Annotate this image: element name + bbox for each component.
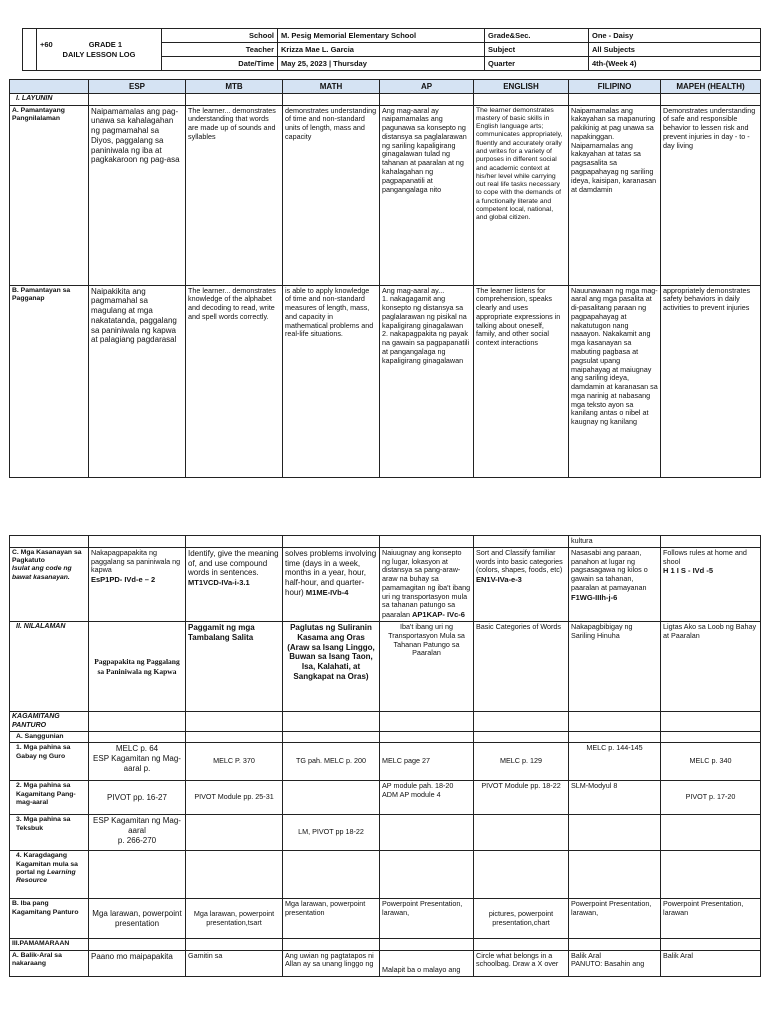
cell-r1-math: TG pah. MELC p. 200 — [283, 743, 380, 781]
cell-c-esp: Nakapagpapakita ng paggalang sa paniniwala ng kapwa EsP1PD- IVd-e – 2 — [89, 547, 186, 621]
cell-a-filipino: Naipamamalas ang kakayahan sa mapanuring pakikinig at pag unawa sa napakinggan. Naipamamalas ang kakayahan at tatas sa pagsasalita sa pagpapahayag ng sariling ideya, kaisipan, karanasan at damdamin — [569, 105, 661, 285]
cell-r1-esp: MELC p. 64 ESP Kagamitan ng Mag-aaral p. — [89, 743, 186, 781]
code-esp: EsP1PD- IVd-e – 2 — [91, 575, 156, 585]
row-iba-pang-kagamitan — [10, 899, 761, 939]
date-value: May 25, 2023 | Thursday — [278, 57, 485, 71]
cell-a-mapeh: Demonstrates understanding of safe and responsible behavior to lessen risk and prevent injuries in day - to - day living — [661, 105, 761, 285]
column-header-ap: AP — [380, 80, 474, 94]
teacher-label: Teacher — [162, 43, 278, 57]
cell-r3-mtb — [186, 815, 283, 851]
cell-nil-math: Paglutas ng Suliranin Kasama ang Oras (Araw sa Isang Linggo, Buwan sa Isang Taon, Isa, Kalahati, at Sangkapat na Oras) — [283, 622, 380, 712]
cell-a3-esp: Paano mo maipapakita — [89, 950, 186, 976]
row-karagdagang-kagamitan — [10, 851, 761, 899]
cell-r2-mapeh: PIVOT p. 17-20 — [661, 781, 761, 815]
header-table — [22, 28, 761, 71]
code-ap: AP1KAP- IVc-6 — [411, 610, 465, 620]
cell-a3-english: Circle what belongs in a schoolbag. Draw a X over — [474, 950, 569, 976]
learning-resource-label: Learning Resource — [16, 868, 76, 885]
gradesec-value: One - Daisy — [589, 29, 761, 43]
cell-c-math: solves problems involving time (days in a week, months in a year, hour, half-hour, and quarter-hour) M1ME-IVb-4 — [283, 547, 380, 621]
cell-a3-math: Ang uwian ng pagtatapos ni Allan ay sa unang linggo ng — [283, 950, 380, 976]
row-pamantayan-sa-pagganap — [10, 285, 761, 477]
header-code: +60 — [40, 40, 53, 50]
column-header-mapeh: MAPEH (HEALTH) — [661, 80, 761, 94]
header-grade-cell — [37, 29, 162, 71]
teacher-value: Krizza Mae L. Garcia — [278, 43, 485, 57]
cell-r2-math — [283, 781, 380, 815]
lesson-table-page2 — [9, 535, 761, 977]
header-left-blank — [23, 29, 37, 71]
cell-r1-mtb: MELC P. 370 — [186, 743, 283, 781]
cell-a-english: The learner demonstrates mastery of basic skills in English language arts; communicates appropriately, fluently and accurately orally and writes for a variety of purposes in different social and academic context at his/her level while carrying out real life tasks necessary to cope with the demands of a functionally literate and competent local, national, and global citizen. — [474, 105, 569, 285]
section-nilalaman: II. NILALAMAN — [10, 622, 89, 712]
row-label-b2: B. Iba pang Kagamitang Panturo — [10, 899, 89, 939]
cell-r1-english: MELC p. 129 — [474, 743, 569, 781]
row-pamantayang-pangnilalaman — [10, 105, 761, 285]
cell-r2-english: PIVOT Module pp. 18-22 — [474, 781, 569, 815]
row-label-c-note: Isulat ang code ng bawat kasanayan. — [12, 565, 72, 581]
cell-nil-english: Basic Categories of Words — [474, 622, 569, 712]
cell-c-english: Sort and Classify familiar words into basic categories (colors, shapes, foods, etc) EN1V-IVa-e-3 — [474, 547, 569, 621]
cell-b2-math: Mga larawan, powerpoint presentation — [283, 899, 380, 939]
subject-label: Subject — [485, 43, 589, 57]
column-header-math: MATH — [283, 80, 380, 94]
date-label: Date/Time — [162, 57, 278, 71]
cell-r2-esp: PIVOT pp. 16-27 — [89, 781, 186, 815]
cell-b2-esp: Mga larawan, powerpoint presentation — [89, 899, 186, 939]
row-label-c: C. Mga Kasanayan sa Pagkatuto Isulat ang code ng bawat kasanayan. — [10, 547, 89, 621]
cell-nil-filipino: Nakapagbibigay ng Sariling Hinuha — [569, 622, 661, 712]
section-sanggunian: A. Sanggunian — [10, 732, 89, 743]
cell-b2-mtb: Mga larawan, powerpoint presentation,tsart — [186, 899, 283, 939]
cell-b2-filipino: Powerpoint Presentation, larawan, — [569, 899, 661, 939]
cell-r3-english — [474, 815, 569, 851]
row-kagamitang-mag-aaral — [10, 781, 761, 815]
cell-filipino-continuation: kultura — [569, 536, 661, 548]
subject-value: All Subjects — [589, 43, 761, 57]
column-header-mtb: MTB — [186, 80, 283, 94]
section-pamamaraan: III.PAMAMARAAN — [10, 939, 89, 950]
cell-c-mapeh: Follows rules at home and shool H 1 I S - IVd -5 — [661, 547, 761, 621]
row-kasanayan — [10, 547, 761, 621]
school-label: School — [162, 29, 278, 43]
column-header-blank — [10, 80, 89, 94]
cell-b-mtb: The learner... demonstrates knowledge of the alphabet and decoding to read, write and spell words correctly. — [186, 285, 283, 477]
quarter-value: 4th-(Week 4) — [589, 57, 761, 71]
cell-r3-mapeh — [661, 815, 761, 851]
log-title: DAILY LESSON LOG — [62, 49, 136, 59]
grade-label: GRADE 1 — [88, 40, 123, 50]
cell-nil-mapeh: Ligtas Ako sa Loob ng Bahay at Paaralan — [661, 622, 761, 712]
column-header-row — [10, 80, 761, 94]
code-filipino: F1WG-IIIh-j-6 — [571, 592, 618, 602]
cell-r3-filipino — [569, 815, 661, 851]
row-label-r2: 2. Mga pahina sa Kagamitang Pang-mag-aaral — [10, 781, 89, 815]
cell-r2-filipino: SLM-Modyul 8 — [569, 781, 661, 815]
row-label-b: B. Pamantayan sa Pagganap — [10, 285, 89, 477]
code-mapeh: H 1 I S - IVd -5 — [663, 566, 714, 576]
row-label-a3: A. Balik-Aral sa nakaraang — [10, 950, 89, 976]
row-label-r4: 4. Karagdagang Kagamitan mula sa portal ng Learning Resource — [10, 851, 89, 899]
cell-r2-mtb: PIVOT Module pp. 25-31 — [186, 781, 283, 815]
column-header-english: ENGLISH — [474, 80, 569, 94]
row-label-a: A. Pamantayang Pangnilalaman — [10, 105, 89, 285]
row-gabay-guro — [10, 743, 761, 781]
cell-c-mtb: Identify, give the meaning of, and use compound words in sentences. MT1VCD-IVa-i-3.1 — [186, 547, 283, 621]
cell-a3-ap: Malapit ba o malayo ang — [380, 950, 474, 976]
row-label-r3: 3. Mga pahina sa Teksbuk — [10, 815, 89, 851]
cell-b2-english: pictures, powerpoint presentation,chart — [474, 899, 569, 939]
gradesec-label: Grade&Sec. — [485, 29, 589, 43]
cell-b-mapeh: appropriately demonstrates safety behaviors in daily activities to prevent injuries — [661, 285, 761, 477]
cell-c-filipino: Nasasabi ang paraan, panahon at lugar ng pagsasagawa ng kilos o gawain sa tahanan, paaralan at pamayanan F1WG-IIIh-j-6 — [569, 547, 661, 621]
school-value: M. Pesig Memorial Elementary School — [278, 29, 485, 43]
row-teksbuk — [10, 815, 761, 851]
cell-r1-filipino: MELC p. 144-145 — [569, 743, 661, 781]
section-layunin: I. LAYUNIN — [10, 94, 89, 106]
code-math: M1ME-IVb-4 — [305, 587, 349, 597]
cell-a3-mtb: Gamitin sa — [186, 950, 283, 976]
cell-a-esp: Naipamamalas ang pag-unawa sa kahalagahan ng pagmamahal sa Diyos, paggalang sa paniniwala ng iba at pagkakaroon ng pag-asa — [89, 105, 186, 285]
row-balik-aral — [10, 950, 761, 976]
cell-r2-ap: AP module pah. 18-20 ADM AP module 4 — [380, 781, 474, 815]
lesson-table-page1 — [9, 79, 761, 478]
cell-r1-ap: MELC page 27 — [380, 743, 474, 781]
cell-r3-ap — [380, 815, 474, 851]
row-label-r1: 1. Mga pahina sa Gabay ng Guro — [10, 743, 89, 781]
cell-b-ap: Ang mag-aaral ay... 1. nakagagamit ang konsepto ng distansya sa paglalarawan ng pisikal na kapaligirang ginagalawan 2. nakapagpakita ng payak na gawain sa pagpapanatili at pangangalaga ng kapaligirang ginagalawan — [380, 285, 474, 477]
column-header-esp: ESP — [89, 80, 186, 94]
cell-a-ap: Ang mag-aaral ay naipamamalas ang pagunawa sa konsepto ng distansya sa paglalarawan ng sariling kapaligirang ginagalawan tulad ng tahanan at paaralan at ng kahalagahan ng pagpapanatili at pangangalaga nito — [380, 105, 474, 285]
cell-nil-mtb: Paggamit ng mga Tambalang Salita — [186, 622, 283, 712]
section-kagamitang: KAGAMITANG PANTURO — [10, 712, 89, 732]
code-english: EN1V-IVa-e-3 — [476, 575, 522, 585]
cell-b2-ap: Powerpoint Presentation, larawan, — [380, 899, 474, 939]
cell-nil-ap: Iba't ibang uri ng Transportasyon Mula sa Tahanan Patungo sa Paaralan — [380, 622, 474, 712]
cell-b2-mapeh: Powerpoint Presentation, larawan — [661, 899, 761, 939]
cell-a-mtb: The learner... demonstrates understanding that words are made up of sounds and syllables — [186, 105, 283, 285]
cell-r3-math: LM, PIVOT pp 18-22 — [283, 815, 380, 851]
quarter-label: Quarter — [485, 57, 589, 71]
cell-nil-esp: Pagpapakita ng Paggalang sa Paniniwala ng Kapwa — [89, 622, 186, 712]
cell-c-ap: Naiuugnay ang konsepto ng lugar, lokasyon at distansya sa pang-araw-araw na buhay sa pamamagitan ng iba't ibang uri ng transportasyon mula sa tahanan patungo sa paaralan AP1KAP- IVc-6 — [380, 547, 474, 621]
row-nilalaman — [10, 622, 761, 712]
code-mtb: MT1VCD-IVa-i-3.1 — [188, 578, 250, 588]
cell-a3-mapeh: Balik Aral — [661, 950, 761, 976]
cell-b-esp: Naipakikita ang pagmamahal sa magulang at mga nakatatanda, paggalang sa paniniwala ng kapwa at palagiang pagdarasal — [89, 285, 186, 477]
cell-r3-esp: ESP Kagamitan ng Mag-aaral p. 266-270 — [89, 815, 186, 851]
cell-b-english: The learner listens for comprehension, speaks clearly and uses appropriate expressions in talking about oneself, family, and other social context interactions — [474, 285, 569, 477]
cell-b-filipino: Nauunawaan ng mga mag-aaral ang mga pasalita at di-pasalitang paraan ng pagpapahayag at nakatutugon nang naaayon. Nakakamit ang mga kasanayan sa mabuting pagbasa at pagsulat upang maipahayag at maiugnay ang sariling ideya, damdamin at karanasan sa mga narinig at nabasang mga teksto ayon sa kanilang antas o nibel at kaugnay ng kanilang — [569, 285, 661, 477]
cell-r1-mapeh: MELC p. 340 — [661, 743, 761, 781]
column-header-filipino: FILIPINO — [569, 80, 661, 94]
cell-a3-filipino: Balik Aral PANUTO: Basahin ang — [569, 950, 661, 976]
cell-a-math: demonstrates understanding of time and non-standard units of length, mass and capacity — [283, 105, 380, 285]
cell-b-math: is able to apply knowledge of time and non-standard measures of length, mass, and capacity in mathematical problems and real-life situations. — [283, 285, 380, 477]
